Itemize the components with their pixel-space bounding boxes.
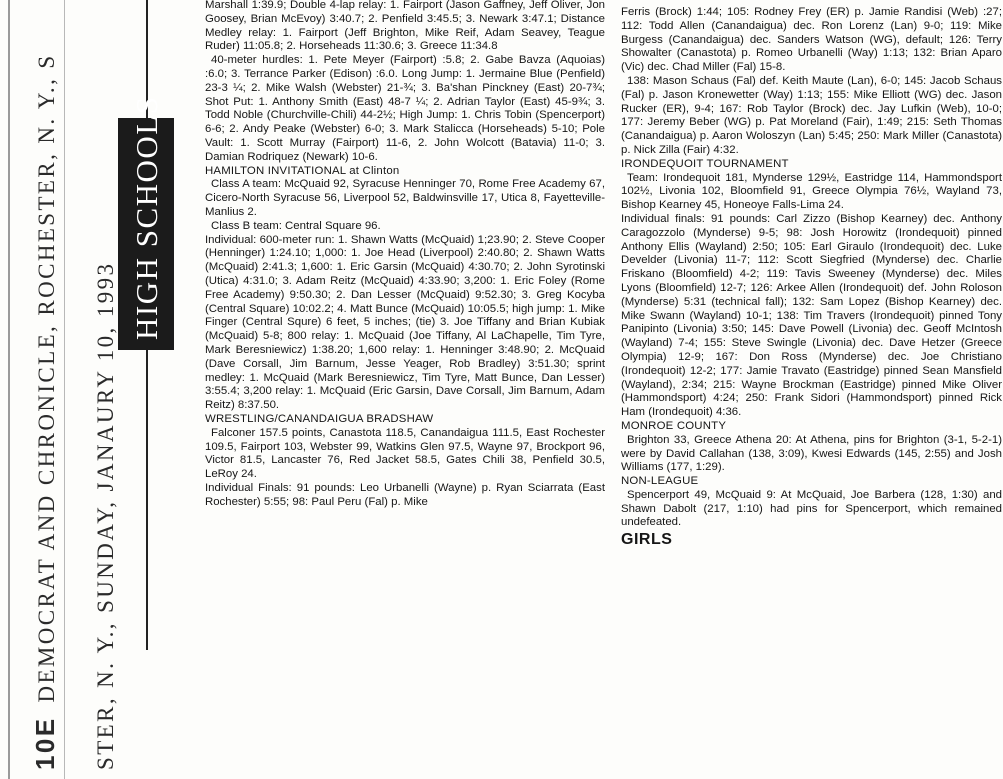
paragraph: Individual finals: 91 pounds: Carl Zizzo (Bishop Kearney) dec. Anthony Caragozzolo (Mynderse) 9-5; 98: Josh Horowitz (Irondequoit) pinned Anthony Ellis (Wayland) 2:50; 105: Earl Giraulo (Irondequoit) dec. Luke Develder (Livonia) 11-7; 112: Scott Siegfried (Mynderse) dec. Charlie Friskano (Bloomfield) 4-2; 119: Tavis Sweeney (Mynderse) dec. Miles Lyons (Bloomfield) 12-7; 126: Arkee Allen (Irondequoit) def. John Roloson (Mynderse) 5:31 (technical fall); 132: Sam Lopez (Bishop Kearney) dec. Mike Swann (Wayland) 10-1; 138: Tim Travers (Irondequoit) pinned Tony Panipinto (Livonia) 3:50; 145: Dave Powell (Livonia) dec. Geoff McIntosh (Wayland) 7-4; 155: Steve Swingle (Livonia) dec. Dave Hetzer (Greece Olympia) 12-9; 167: Don Ross (Mynderse) dec. Joe Christiano (Irondequoit) 12-2; 177: Jamie Travato (Eastridge) pinned Sean Mansfield (Wayland), 2:34; 215: Wayne Brockman (Eastridge) pinned Mike Oliver (Hammondsport) 4:24; 250: Frank Sidori (Hammondsport) pinned Rick Ham (Irondequoit) 4:36. [621,212,1002,419]
column-left [205,0,605,509]
folio-rule [8,0,10,779]
folio-divider [64,0,65,779]
paragraph: Falconer 157.5 points, Canastota 118.5, Canandaigua 111.5, East Rochester 109.5, Fairport 103, Webster 99, Watkins Glen 97.5, Wayne 97, Brockport 96, Victor 81.5, Lancaster 76, Red Jacket 58.5, Gates Chili 38, Penfield 30.5, LeRoy 24. [205,426,605,481]
paragraph: Individual: 600-meter run: 1. Shawn Watts (McQuaid) 1;23.90; 2. Steve Cooper (Henninger) 1:24.10; 1,000: 1. Joe Head (Liverpool) 2:40.80; 2. Shawn Watts (McQuaid) 2:41.3; 1,600: 1. Eric Garsin (McQuaid) 4:30.70; 2. John Syrotinski (Utica) 4:31.0; 3. Adam Reitz (McQuaid) 4:33.90; 3,200: 1. Eric Foley (Rome Free Academy) 9:50.30; 2. Dan Lesser (McQuaid) 9:52.30; 3. Greg Kocyba (Central Square) 10:02.2; 4. Matt Bunce (McQuaid) 10:05.5; high jump: 1. Mike Finger (Central Squre) 6 feet, 5 inches; (tie) 3. Joe Tiffany and Brian Kubiak (McQuaid) 5-8; 800 relay: 1. McQuaid (Joe Tiffany, Al LaChapelle, Tim Tyre, Mark Beresniewicz) 1:38.20; 1,600 relay: 1. Henninger 3:48.90; 2. McQuaid (Dave Corsall, Jim Barnum, Jesse Yeager, Rob Bradley) 3:51.30; sprint medley: 1. McQuaid (Mark Beresniewicz, Tim Tyre, Matt Bunce, Dan Lesser) 3:55.4; 3,200 relay: 1. McQuaid (Eric Garsin, Dave Corsall, Jim Barnum, Adam Reitz) 8:37.50. [205,233,605,412]
subhead: HAMILTON INVITATIONAL at Clinton [205,164,400,177]
subhead: WRESTLING/CANANDAIGUA BRADSHAW [205,412,434,425]
subhead: MONROE COUNTY [621,419,727,432]
folio-dateline: STER, N. Y., SUNDAY, JANAURY 10, 1993 [93,261,118,770]
paragraph: Spencerport 49, McQuaid 9: At McQuaid, Joe Barbera (128, 1:30) and Shawn Dabolt (217, 1:10) had pins for Spencerport, which remained undefeated. [621,488,1002,529]
section-title: HIGH SCHOOLS [129,95,164,340]
paragraph: Brighton 33, Greece Athena 20: At Athena, pins for Brighton (3-1, 5-2-1) were by David Callahan (138, 3:09), Kwesi Edwards (145, 2:55) and Josh Williams (177, 1:29). [621,433,1002,474]
paragraph: Individual Finals: 91 pounds: Leo Urbanelli (Wayne) p. Ryan Sciarrata (East Rochester) 5:55; 98: Paul Peru (Fal) p. Mike [205,481,605,508]
column-right [621,0,1002,549]
section-rule-bottom [146,350,148,650]
paragraph: Ferris (Brock) 1:44; 105: Rodney Frey (ER) p. Jamie Randisi (Web) :27; 112: Todd Allen (Canandaigua) dec. Ron Lorenz (Lan) 9-0; 119: Mike Burgess (Canandaigua) dec. Sanders Watson (WG), default; 126: Terry Showalter (Canastota) p. Romeo Urbanelli (Way) 1:13; 132: Brian Aparo (Vic) dec. Chad Miller (Fal) 15-8. [621,6,1002,74]
folio-masthead: DEMOCRAT AND CHRONICLE, ROCHESTER, N. Y., S [34,53,59,703]
section-tag [118,95,174,350]
subhead: IRONDEQUOIT TOURNAMENT [621,157,789,170]
folio-line [30,53,62,770]
page-number: 10E [30,716,60,770]
page-folio [0,0,120,779]
section-heading: GIRLS [621,531,673,549]
paragraph: 138: Mason Schaus (Fal) def. Keith Maute (Lan), 6-0; 145: Jacob Schaus (Fal) p. Jason Kronewetter (Way) 1:13; 155: Mike Elliott (WG) dec. Jason Rucker (ER), 9-4; 167: Rob Taylor (Brock) dec. Jay Lufkin (Web), 10-0; 177: Jeremy Beber (WG) p. Pat Moreland (Fair), 1:49; 215: Seth Thomas (Canandaigua) p. Aaron Woloszyn (Lan) 5:45; 250: Mark Miller (Canastota) p. Nick Zilla (Fair) 4:32. [621,74,1002,156]
paragraph: Team: Irondequoit 181, Mynderse 129½, Eastridge 114, Hammondsport 102½, Livonia 102, Bloomfield 91, Greece Olympia 76½, Wayland 73, Bishop Kearney 45, Honeoye Falls-Lima 24. [621,171,1002,212]
paragraph: Marshall 1:39.9; Double 4-lap relay: 1. Fairport (Jason Gaffney, Jeff Oliver, Jon Goosey, Brian McEvoy) 3:40.7; 2. Penfield 3:45.5; 3. Newark 3:47.1; Distance Medley relay: 1. Fairport (Jeff Brighton, Mike Reif, Adam Seavey, Teague Ruder) 11:05.8; 2. Horseheads 11:30.6; 3. Greece 11:34.8 [205,0,605,53]
subhead: NON-LEAGUE [621,475,699,488]
paragraph: Class A team: McQuaid 92, Syracuse Henninger 70, Rome Free Academy 67, Cicero-North Syracuse 56, Liverpool 52, Baldwinsville 17, Utica 8, Fayetteville-Manlius 2. [205,178,605,218]
paragraph: 40-meter hurdles: 1. Pete Meyer (Fairport) :5.8; 2. Gabe Bavza (Aquoias) :6.0; 3. Terrance Parker (Edison) :6.0. Long Jump: 1. Jermaine Blue (Penfield) 23-3 ¼; 2. Mike Walsh (Webster) 21-¾; 3. Ba'shan Pinckney (East) 20-7¾; Shot Put: 1. Anthony Smith (East) 48-7 ¼; 2. Adrian Taylor (East) 45-9¾; 3. Todd Noble (Churchville-Chili) 44-2½; High Jump: 1. Chris Tobin (Spencerport) 6-6; 2. Andy Peake (Webster) 6-0; 3. Mark Stalicca (Horseheads) 5-10; Pole Vault: 1. Scott Murray (Fairport) 11-6, 2. John Wolcott (Batavia) 11-0; 3. Damian Rodriquez (Newark) 10-6. [205,54,605,163]
paragraph: Class B team: Central Square 96. [211,219,381,232]
